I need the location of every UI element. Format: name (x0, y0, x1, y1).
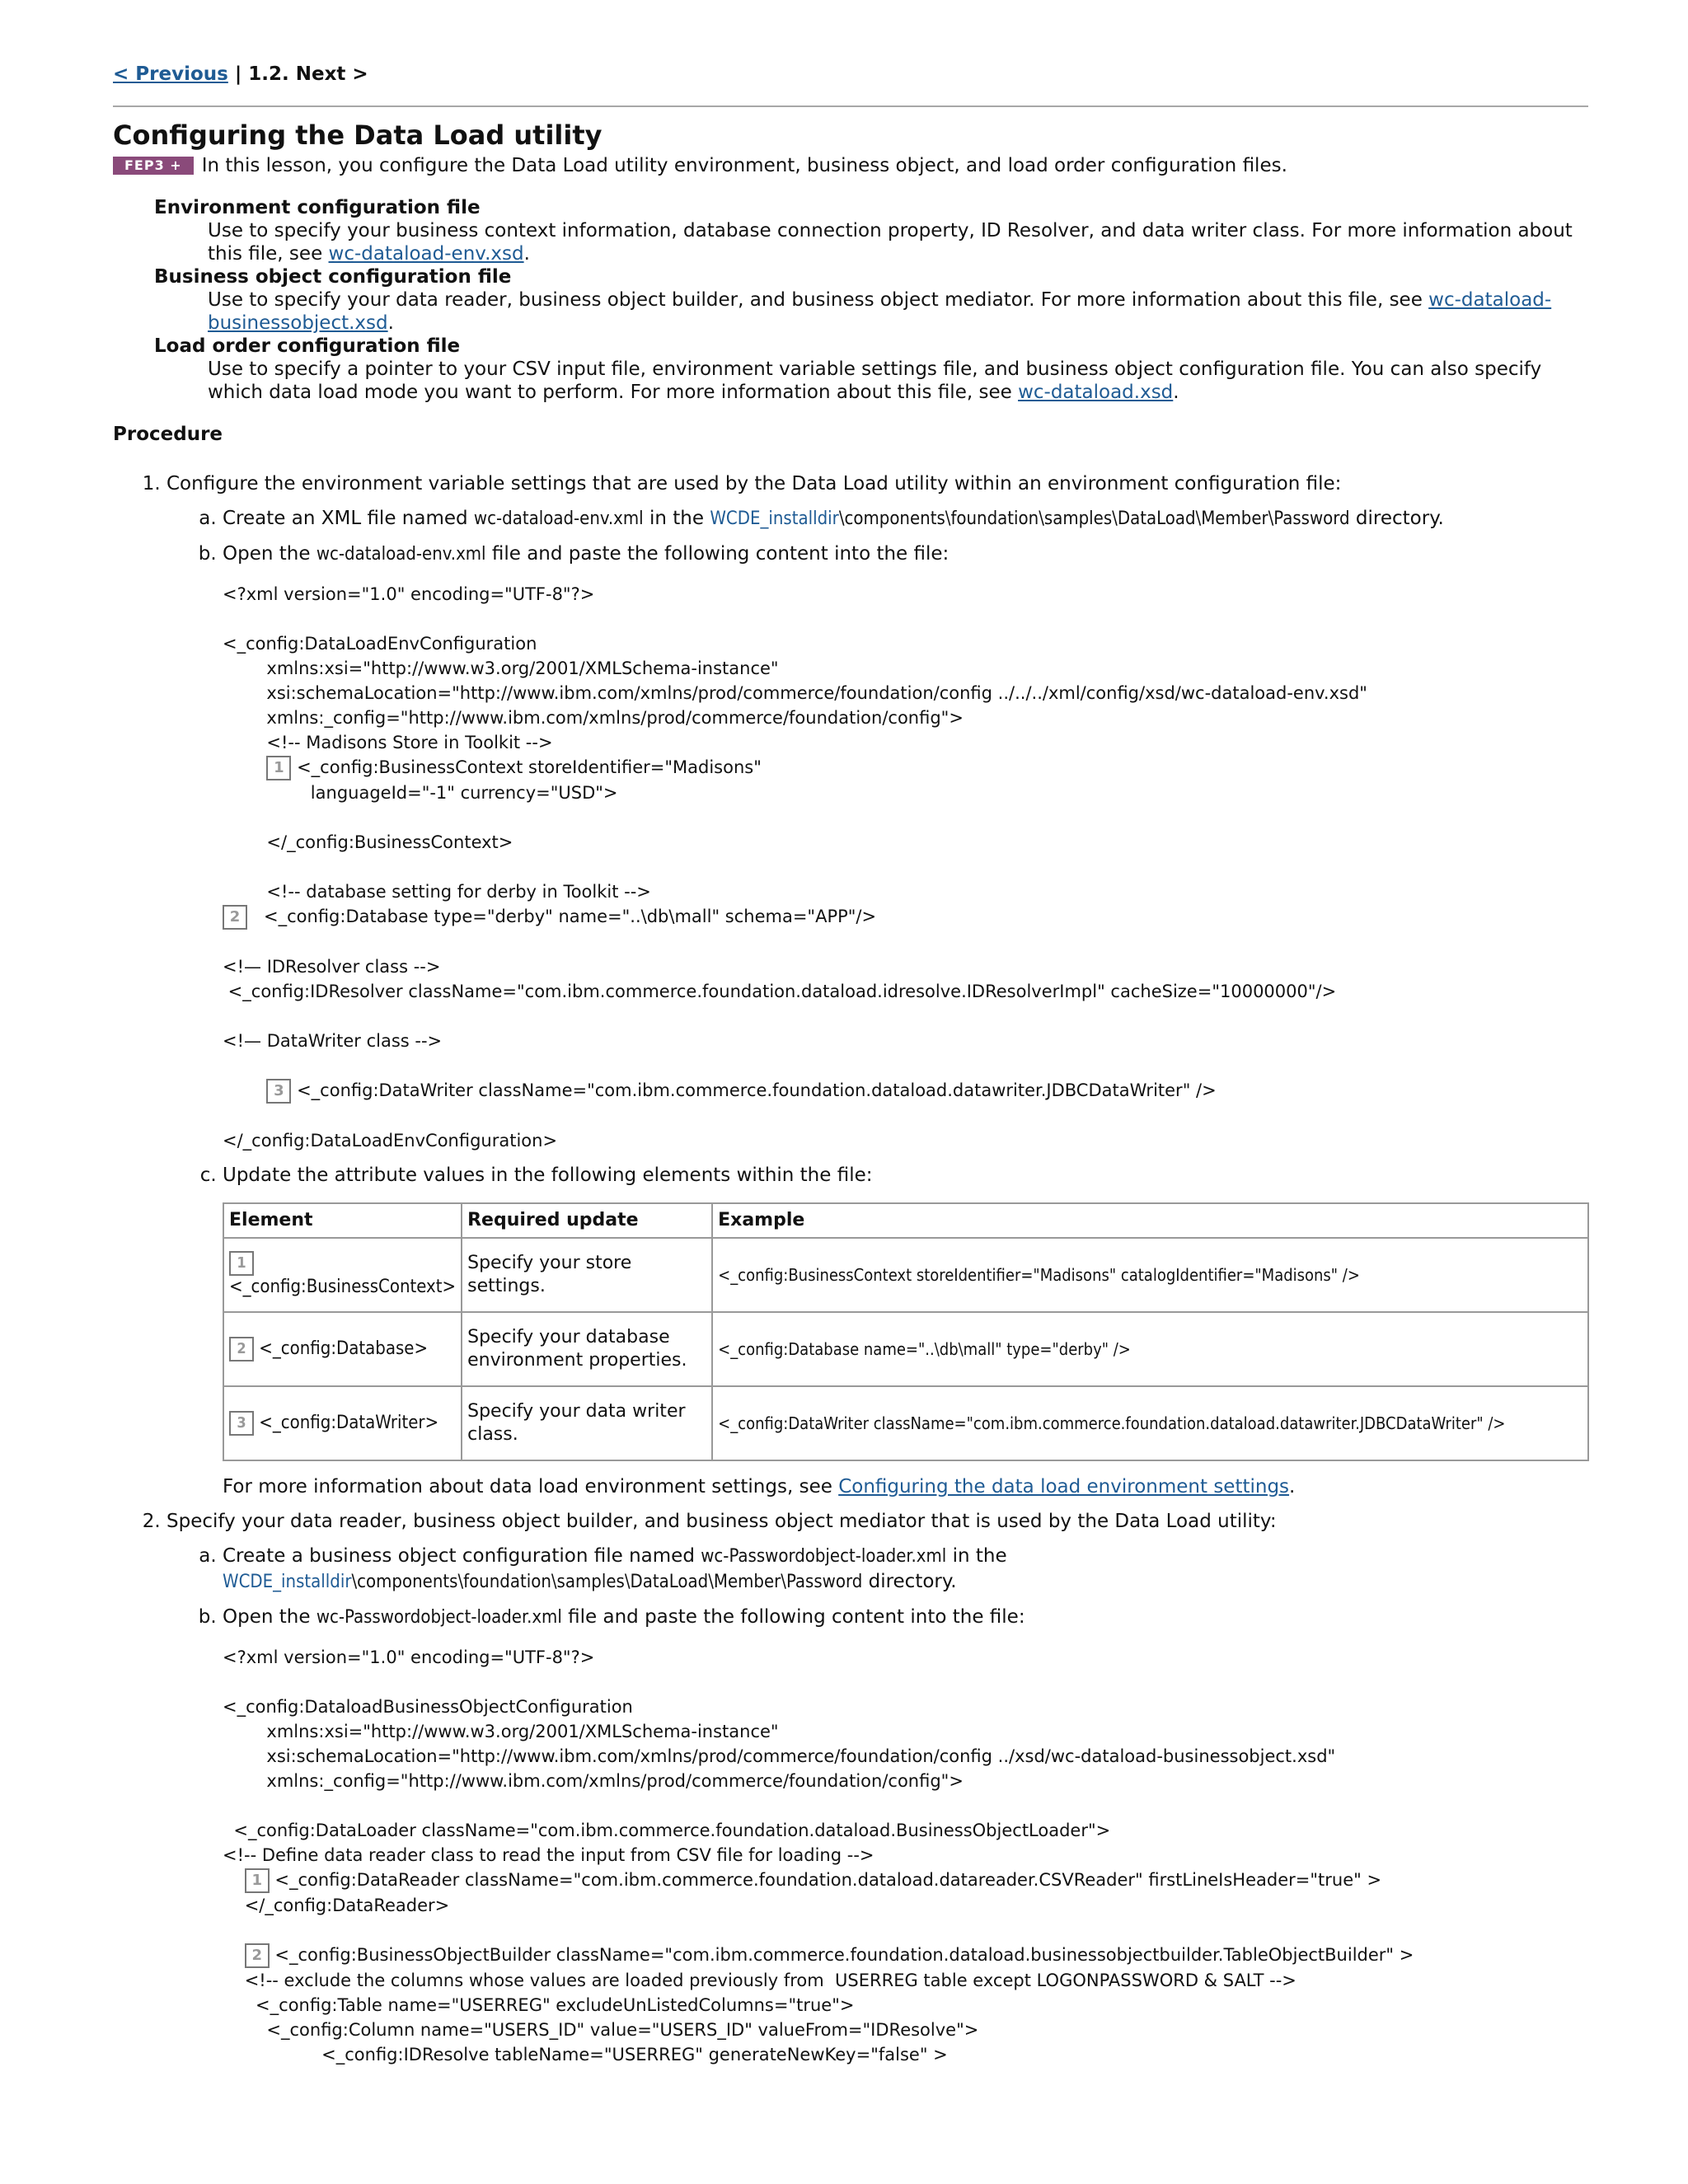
callout-2: 2 (223, 905, 247, 930)
step-2-text: Specify your data reader, business object builder, and business object mediator that is used by the Data Load utility: (166, 1511, 1277, 1532)
step-1c: c. Update the attribute values in the following elements within the file: Element Required update Example 1 <_config:BusinessContext> Specify your store settings. <_config:BusinessContext storeIdentifier="Madisons" catalogIdentifier="Madisons" /> 2 <_config:Database> Specify your database environment properties. <_config:Database name="..\db\mall" type="derby" /> 3 <_config:DataWriter> Specify your data writer class. <_config:DataWriter className="com.ibm.commerce.foundation.dataload.datawriter.JDBCDataWriter" /> For more information about data load environment settings, see Configuring the data load environment settings. (223, 1163, 1588, 1499)
installdir-var: WCDE_installdir (710, 509, 839, 529)
table-header: Required update (462, 1203, 712, 1238)
table-header-row (223, 1203, 1588, 1238)
file-name: wc-Passwordobject-loader.xml (316, 1607, 562, 1628)
step-2a: a. Create a business object configuration file named wc-Passwordobject-loader.xml in the WCDE_installdir\components\foundation\samples\DataLoad\Member\Password directory. (223, 1544, 1588, 1595)
table-row (223, 1238, 1588, 1312)
bo-xsd-link[interactable]: wc-dataload-businessobject.xsd (208, 289, 1552, 334)
callout-1: 1 (266, 756, 291, 780)
elements-table (223, 1202, 1589, 1461)
callout-1: 1 (245, 1868, 270, 1893)
fep-badge: FEP3 + (113, 157, 194, 175)
lo-xsd-link[interactable]: wc-dataload.xsd (1018, 382, 1174, 403)
step-1a: a. Create an XML file named wc-dataload-env.xml in the WCDE_installdir\components\foundation\samples\DataLoad\Member\Password directory. (223, 506, 1588, 532)
table-header: Element (223, 1203, 462, 1238)
table-cell-update: Specify your store settings. (462, 1238, 712, 1312)
dir-path: \components\foundation\samples\DataLoad\Member\Password (838, 509, 1350, 529)
callout-2: 2 (245, 1943, 270, 1968)
step-2-substeps (166, 1544, 1588, 2067)
def-desc-env: Use to specify your business context information, database connection property, ID Resolver, and data writer class. For more information about this file, see wc-dataload-env.xsd. (208, 220, 1573, 265)
table-cell-update: Specify your database environment properties. (462, 1312, 712, 1386)
intro-text: In this lesson, you configure the Data Load utility environment, business object, and load order configuration files. (201, 155, 1287, 176)
table-row (223, 1312, 1588, 1386)
page (113, 58, 1588, 2077)
file-name: wc-dataload-env.xml (316, 544, 486, 565)
table-cell-example: <_config:BusinessContext storeIdentifier="Madisons" catalogIdentifier="Madisons" /> (712, 1238, 1588, 1312)
def-desc-lo: Use to specify a pointer to your CSV input file, environment variable settings file, and business object configuration file. You can also specify which data load mode you want to perform. For more information about this file, see wc-dataload.xsd. (208, 359, 1542, 403)
previous-link[interactable]: < Previous (113, 63, 228, 85)
step-1-text: Configure the environment variable settings that are used by the Data Load utility within an environment configuration file: (166, 473, 1342, 494)
table-cell-example: <_config:Database name="..\db\mall" type="derby" /> (712, 1312, 1588, 1386)
nav-current: 1.2. Next > (248, 63, 368, 85)
env-settings-link[interactable]: Configuring the data load environment settings (838, 1476, 1290, 1497)
env-code-block: <?xml version="1.0" encoding="UTF-8"?> <_config:DataLoadEnvConfiguration xmlns:xsi="http://www.w3.org/2001/XMLSchema-instance" xsi:schemaLocation="http://www.ibm.com/xmlns/prod/commerce/foundation/config ../../../xml/config/xsd/wc-dataload-env.xsd" xmlns:_config="http://www.ibm.com/xmlns/prod/commerce/foundation/config"> <!-- Madisons Store in Toolkit --> 1 <_config:BusinessContext storeIdentifier="Madisons" languageId="-1" currency="USD"> </_config:BusinessContext> <!-- database setting for derby in Toolkit --> 2 <_config:Database type="derby" name="..\db\mall" schema="APP"/> <!— IDResolver class --> <_config:IDResolver className="com.ibm.commerce.foundation.dataload.idresolve.IDResolverImpl" cacheSize="10000000"/> <!— DataWriter class --> 3 <_config:DataWriter className="com.ibm.commerce.foundation.dataload.datawriter.JDBCDataWriter" /> </_config:DataLoadEnvConfiguration> (223, 584, 1367, 1151)
table-cell-element: 3 <_config:DataWriter> (223, 1386, 462, 1460)
def-term-lo: Load order configuration file (154, 335, 461, 357)
table-header: Example (712, 1203, 1588, 1238)
def-term-bo: Business object configuration file (154, 266, 512, 288)
installdir-var: WCDE_installdir (223, 1572, 352, 1592)
procedure-steps (113, 471, 1588, 2067)
intro-line (113, 153, 1588, 178)
more-info: For more information about data load environment settings, see Configuring the data load environment settings. (223, 1476, 1296, 1497)
step-1-substeps (166, 506, 1588, 1499)
callout-1: 1 (229, 1251, 254, 1276)
file-name: wc-dataload-env.xml (473, 509, 644, 529)
env-xsd-link[interactable]: wc-dataload-env.xsd (328, 243, 524, 265)
procedure-heading: Procedure (113, 424, 223, 445)
page-title: Configuring the Data Load utility (113, 120, 603, 151)
step-2b: b. Open the wc-Passwordobject-loader.xml file and paste the following content into the file: <?xml version="1.0" encoding="UTF-8"?> <_config:DataloadBusinessObjectConfiguration xmlns:xsi="http://www.w3.org/2001/XMLSchema-instance" xsi:schemaLocation="http://www.ibm.com/xmlns/prod/commerce/foundation/config ../xsd/wc-dataload-businessobject.xsd" xmlns:_config="http://www.ibm.com/xmlns/prod/commerce/foundation/config"> <_config:DataLoader className="com.ibm.commerce.foundation.dataload.BusinessObjectLoader"> <!-- Define data reader class to read the input from CSV file for loading --> 1 <_config:DataReader className="com.ibm.commerce.foundation.dataload.datareader.CSVReader" firstLineIsHeader="true" > </_config:DataReader> 2 <_config:BusinessObjectBuilder className="com.ibm.commerce.foundation.dataload.businessobjectbuilder.TableObjectBuilder" > <!-- exclude the columns whose values are loaded previously from USERREG table except LOGONPASSWORD & SALT --> <_config:Table name="USERREG" excludeUnListedColumns="true"> <_config:Column name="USERS_ID" value="USERS_ID" valueFrom="IDResolve"> <_config:IDResolve tableName="USERREG" generateNewKey="false" > (223, 1605, 1588, 2067)
table-row (223, 1386, 1588, 1460)
step-1b: b. Open the wc-dataload-env.xml file and paste the following content into the file: <?xml version="1.0" encoding="UTF-8"?> <_config:DataLoadEnvConfiguration xmlns:xsi="http://www.w3.org/2001/XMLSchema-instance" xsi:schemaLocation="http://www.ibm.com/xmlns/prod/commerce/foundation/config ../../../xml/config/xsd/wc-dataload-env.xsd" xmlns:_config="http://www.ibm.com/xmlns/prod/commerce/foundation/config"> <!-- Madisons Store in Toolkit --> 1 <_config:BusinessContext storeIdentifier="Madisons" languageId="-1" currency="USD"> </_config:BusinessContext> <!-- database setting for derby in Toolkit --> 2 <_config:Database type="derby" name="..\db\mall" schema="APP"/> <!— IDResolver class --> <_config:IDResolver className="com.ibm.commerce.foundation.dataload.idresolve.IDResolverImpl" cacheSize="10000000"/> <!— DataWriter class --> 3 <_config:DataWriter className="com.ibm.commerce.foundation.dataload.datawriter.JDBCDataWriter" /> </_config:DataLoadEnvConfiguration> (223, 541, 1588, 1153)
callout-3: 3 (266, 1079, 291, 1104)
table-cell-element: 2 <_config:Database> (223, 1312, 462, 1386)
def-term-env: Environment configuration file (154, 197, 481, 218)
nav-separator: | (227, 63, 249, 85)
top-rule (113, 105, 1588, 107)
table-cell-element: 1 <_config:BusinessContext> (223, 1238, 462, 1312)
table-cell-example: <_config:DataWriter className="com.ibm.commerce.foundation.dataload.datawriter.JDBCDataWriter" /> (712, 1386, 1588, 1460)
definition-list (154, 196, 1588, 404)
table-cell-update: Specify your data writer class. (462, 1386, 712, 1460)
step-1 (166, 471, 1588, 1499)
dir-path: \components\foundation\samples\DataLoad\Member\Password (351, 1572, 863, 1592)
file-name: wc-Passwordobject-loader.xml (701, 1546, 947, 1567)
def-desc-bo: Use to specify your data reader, business object builder, and business object mediator. For more information about this file, see wc-dataload-businessobject.xsd. (208, 289, 1552, 334)
step-2 (166, 1509, 1588, 2067)
bo-code-block: <?xml version="1.0" encoding="UTF-8"?> <_config:DataloadBusinessObjectConfiguration xmlns:xsi="http://www.w3.org/2001/XMLSchema-instance" xsi:schemaLocation="http://www.ibm.com/xmlns/prod/commerce/foundation/config ../xsd/wc-dataload-businessobject.xsd" xmlns:_config="http://www.ibm.com/xmlns/prod/commerce/foundation/config"> <_config:DataLoader className="com.ibm.commerce.foundation.dataload.BusinessObjectLoader"> <!-- Define data reader class to read the input from CSV file for loading --> 1 <_config:DataReader className="com.ibm.commerce.foundation.dataload.datareader.CSVReader" firstLineIsHeader="true" > </_config:DataReader> 2 <_config:BusinessObjectBuilder className="com.ibm.commerce.foundation.dataload.businessobjectbuilder.TableObjectBuilder" > <!-- exclude the columns whose values are loaded previously from USERREG table except LOGONPASSWORD & SALT --> <_config:Table name="USERREG" excludeUnListedColumns="true"> <_config:Column name="USERS_ID" value="USERS_ID" valueFrom="IDResolve"> <_config:IDResolve tableName="USERREG" generateNewKey="false" > (223, 1647, 1414, 2064)
nav-bar (113, 58, 1588, 91)
callout-2: 2 (229, 1337, 254, 1361)
callout-3: 3 (229, 1411, 254, 1436)
